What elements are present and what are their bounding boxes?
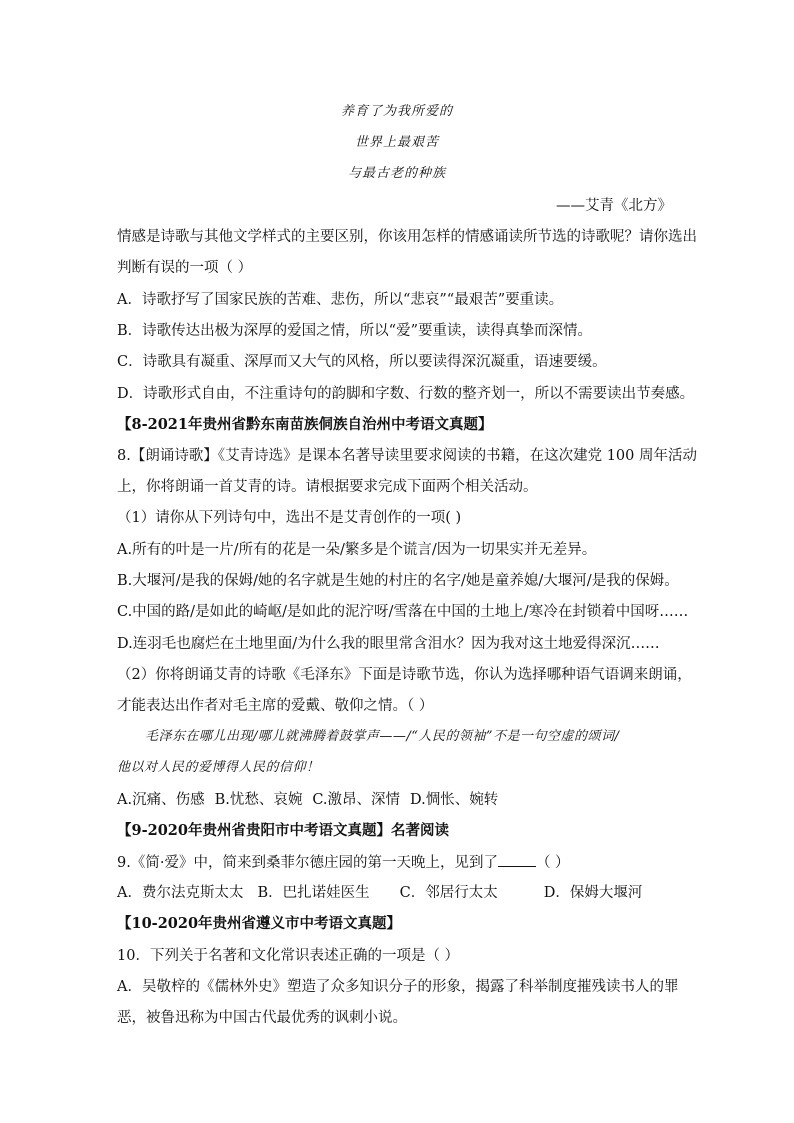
q8-options — [117, 790, 498, 810]
q9-option-a: A．费尔法克斯太太 — [117, 885, 244, 901]
q8-sub2-option-a: A.沉痛、伤感 — [117, 792, 205, 808]
q7-stem: 情感是诗歌与其他文学样式的主要区别，你该用怎样的情感诵读所节选的诗歌呢？请你选出 — [117, 229, 697, 245]
q7-stem: 判断有误的一项（ ） — [117, 260, 253, 276]
q8-sub-question-2: 才能表达出作者对毛主席的爱戴、敬仰之情。（ ） — [117, 698, 434, 714]
q8-poem-quote: 毛泽东在哪儿出现/哪儿就沸腾着鼓掌声——/“人民的领袖”不是一句空虚的颂词/ — [145, 729, 620, 744]
q9-options — [117, 883, 642, 903]
q10-option-a: A．吴敬梓的《儒林外史》塑造了众多知识分子的形象，揭露了科举制度摧残读书人的罪 — [117, 979, 679, 995]
q7-option-a: A．诗歌抒写了国家民族的苦难、悲伤，所以“悲哀”“最艰苦”要重读。 — [117, 292, 564, 308]
q9-stem-text: 9.《简·爱》中，简来到桑菲尔德庄园的第一天晚上，见到了 — [117, 855, 498, 871]
q9-option-d: D．保姆大堰河 — [543, 885, 643, 901]
answer-blank — [498, 852, 536, 867]
q9-stem-paren: （ ） — [535, 855, 570, 871]
poem-line: 与最古老的种族 — [347, 166, 446, 181]
poem-line: 世界上最艰苦 — [354, 135, 439, 150]
section-heading-10: 【10-2020年贵州省遵义市中考语文真题】 — [117, 915, 402, 932]
q8-stem: 上，你将朗诵一首艾青的诗。请根据要求完成下面两个相关活动。 — [117, 479, 538, 495]
q9-option-c: C．邻居行太太 — [399, 885, 498, 901]
q9-option-b: B．巴扎诺娃医生 — [257, 885, 370, 901]
q8-sub-question-2: （2）你将朗诵艾青的诗歌《毛泽东》下面是诗歌节选，你认为选择哪种语气语调来朗诵， — [117, 667, 692, 683]
q7-option-d: D．诗歌形式自由，不注重诗句的韵脚和字数、行数的整齐划一，所以不需要读出节奏感。 — [117, 386, 695, 402]
q8-sub2-option-d: D.惆怅、婉转 — [410, 792, 499, 808]
q8-sub2-option-c: C.激昂、深情 — [312, 792, 401, 808]
q8-option-c: C.中国的路/是如此的崎岖/是如此的泥泞呀/雪落在中国的土地上/寒冷在封锁着中国呀…… — [117, 604, 689, 620]
q7-option-c: C．诗歌具有凝重、深厚而又大气的风格，所以要读得深沉凝重，语速要缓。 — [117, 354, 607, 370]
q9-stem — [117, 852, 570, 873]
q10-option-a: 恶，被鲁迅称为中国古代最优秀的讽刺小说。 — [117, 1010, 407, 1026]
q8-stem: 8.【朗诵诗歌】《艾青诗选》是课本名著导读里要求阅读的书籍，在这次建党 100 周年活动 — [117, 448, 697, 464]
q7-option-b: B．诗歌传达出极为深厚的爱国之情，所以“爱”要重读，读得真挚而深情。 — [117, 323, 592, 339]
q8-option-a: A.所有的叶是一片/所有的花是一朵/繁多是个谎言/因为一切果实并无差异。 — [117, 542, 597, 558]
q8-option-b: B.大堰河/是我的保姆/她的名字就是生她的村庄的名字/她是童养媳/大堰河/是我的保姆。 — [117, 573, 679, 589]
q8-poem-quote: 他以对人民的爱博得人民的信仰！ — [117, 760, 320, 775]
q10-stem: 10．下列关于名著和文化常识表述正确的一项是（ ） — [117, 948, 460, 964]
poem-line: 养育了为我所爱的 — [340, 104, 453, 119]
q8-sub2-option-b: B.忧愁、哀婉 — [214, 792, 303, 808]
q8-option-d: D.连羽毛也腐烂在土地里面/为什么我的眼里常含泪水？因为我对这土地爱得深沉…… — [117, 636, 660, 652]
q8-sub-question-1: （1）请你从下列诗句中，选出不是艾青创作的一项( ) — [117, 510, 462, 526]
poem-attribution: ——艾青《北方》 — [556, 198, 672, 214]
section-heading-9: 【9-2020年贵州省贵阳市中考语文真题】名著阅读 — [117, 822, 449, 839]
section-heading-8: 【8-2021年贵州省黔东南苗族侗族自治州中考语文真题】 — [117, 416, 493, 433]
